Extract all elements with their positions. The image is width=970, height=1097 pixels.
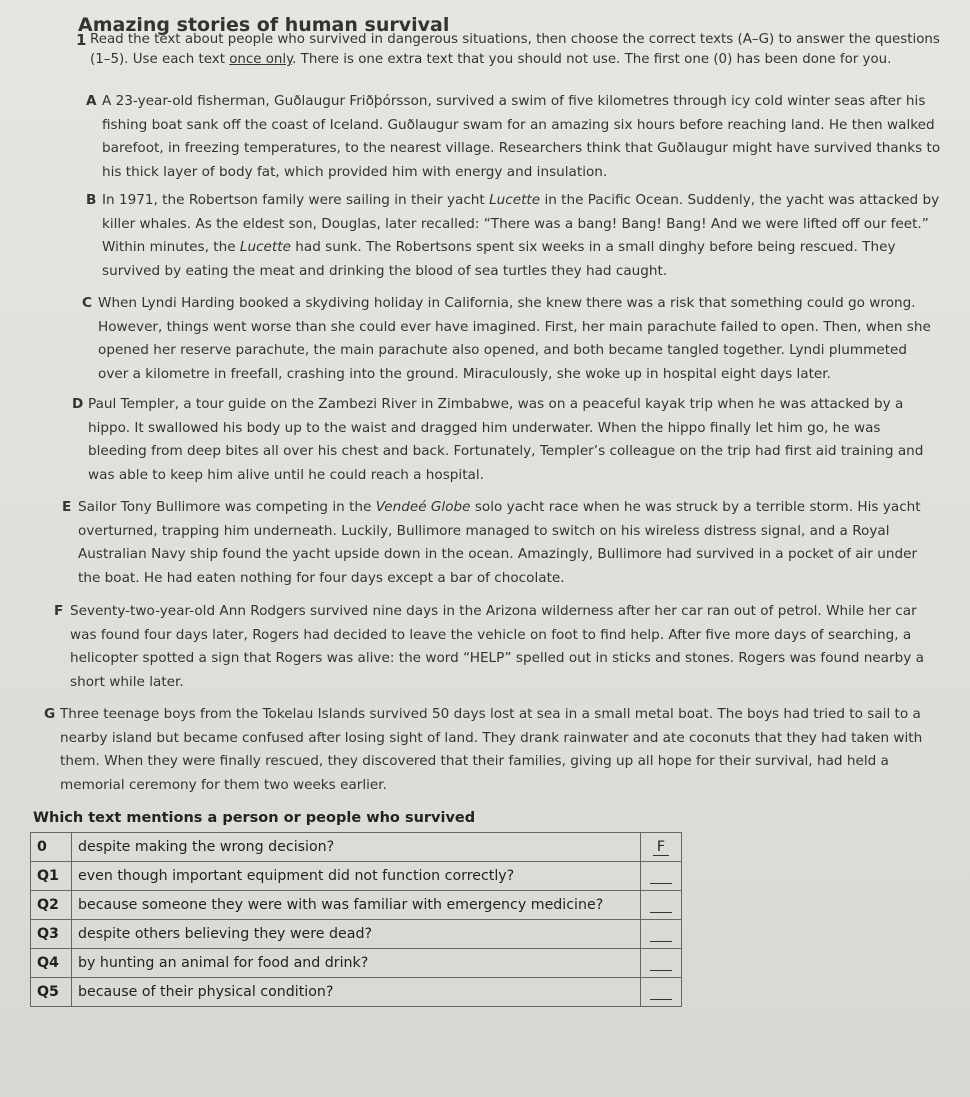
instructions: [76, 30, 945, 70]
text-e: [62, 496, 940, 590]
text-a: [86, 90, 942, 184]
question-text: because someone they were with was familiar with emergency medicine?: [72, 891, 641, 920]
question-row: [31, 920, 682, 949]
question-number: Q3: [31, 920, 72, 949]
text-f: [54, 600, 940, 694]
question-heading: Which text mentions a person or people who survived: [33, 810, 476, 826]
question-text: by hunting an animal for food and drink?: [72, 949, 641, 978]
text-body: When Lyndi Harding booked a skydiving holiday in California, she knew there was a risk that something could go wrong. However, things went worse than she could ever have imagined. First, her main parachute failed to open. Then, when she opened her reserve parachute, the main parachute also opened, and both became tangled together. Lyndi plummeted over a kilometre in freefall, crashing into the ground. Miraculously, she woke up in hospital eight days later.: [98, 295, 931, 382]
text-c: [82, 292, 940, 386]
text-g: [44, 703, 948, 797]
text-letter: B: [86, 192, 97, 208]
text-body: Paul Templer, a tour guide on the Zambezi River in Zimbabwe, was on a peaceful kayak trip when he was attacked by a hippo. It swallowed his body up to the waist and dragged him underwater. When the hippo finally let him go, he was bleeding from deep bites all over his chest and back. Fortunately, Templer’s colleague on the trip had first aid training and was able to keep him alive until he could reach a hospital.: [88, 396, 924, 483]
answer-blank[interactable]: [650, 927, 672, 942]
yacht-name: Lucette: [489, 192, 541, 208]
answer-cell: [641, 833, 682, 862]
instruction-text-post: . There is one extra text that you should not use. The first one (0) has been done for you.: [292, 52, 892, 67]
question-row: [31, 833, 682, 862]
questions-table: [30, 832, 682, 1007]
question-text: even though important equipment did not function correctly?: [72, 862, 641, 891]
text-body: in the Pacific Ocean. Suddenly, the yacht was attacked by killer whales. As the eldest son, Douglas, later recalled: “There was a bang! Bang! Bang! And we were lifted off our feet.” Within minutes, the: [102, 192, 940, 255]
answer-blank[interactable]: [650, 898, 672, 913]
text-letter: D: [72, 396, 84, 412]
question-row: [31, 949, 682, 978]
instruction-emphasis: once only: [229, 52, 293, 67]
answer-blank[interactable]: [650, 869, 672, 884]
text-letter: A: [86, 93, 97, 109]
text-body: solo yacht race when he was struck by a terrible storm. His yacht overturned, trapping him underneath. Luckily, Bullimore managed to switch on his wireless distress signal, and a Royal Australian Navy ship found the yacht upside down in the ocean. Amazingly, Bullimore had survived in a pocket of air under the boat. He had eaten nothing for four days except a bar of chocolate.: [78, 499, 921, 586]
answer-cell[interactable]: [641, 891, 682, 920]
answer-blank[interactable]: [650, 985, 672, 1000]
text-letter: E: [62, 499, 72, 515]
text-b: [86, 189, 942, 283]
question-number: Q2: [31, 891, 72, 920]
question-number: 0: [31, 833, 72, 862]
question-number: Q4: [31, 949, 72, 978]
yacht-name: Lucette: [239, 239, 291, 255]
answer-value: F: [653, 839, 669, 856]
race-name: Vendeé Globe: [375, 499, 471, 515]
question-number: Q1: [31, 862, 72, 891]
text-body: Three teenage boys from the Tokelau Islands survived 50 days lost at sea in a small metal boat. The boys had tried to sail to a nearby island but became confused after losing sight of land. They drank rainwater and ate coconuts that they had taken with them. When they were finally rescued, they discovered that their families, giving up all hope for their survival, had held a memorial ceremony for them two weeks earlier.: [60, 706, 923, 793]
answer-cell[interactable]: [641, 862, 682, 891]
question-text: despite making the wrong decision?: [72, 833, 641, 862]
question-number: Q5: [31, 978, 72, 1007]
text-body: had sunk. The Robertsons spent six weeks in a small dinghy before being rescued. They survived by eating the meat and drinking the blood of sea turtles they had caught.: [102, 239, 896, 279]
exercise-number: 1: [76, 31, 87, 49]
question-text: despite others believing they were dead?: [72, 920, 641, 949]
question-row: [31, 978, 682, 1007]
instruction-text-pre: Read the text about people who survived in dangerous situations, then choose the correct texts (A–G) to answer the questions (1–5). Use each text: [90, 32, 940, 67]
answer-blank[interactable]: [650, 956, 672, 971]
page-title: Amazing stories of human survival: [78, 14, 450, 36]
question-text: because of their physical condition?: [72, 978, 641, 1007]
text-body: Sailor Tony Bullimore was competing in the: [78, 499, 376, 515]
text-body: A 23-year-old fisherman, Guðlaugur Friðþórsson, survived a swim of five kilometres through icy cold winter seas after his fishing boat sank off the coast of Iceland. Guðlaugur swam for an amazing six hours before reaching land. He then walked barefoot, in freezing temperatures, to the nearest village. Researchers think that Guðlaugur might have survived thanks to his thick layer of body fat, which provided him with energy and insulation.: [102, 93, 941, 180]
question-row: [31, 862, 682, 891]
text-letter: G: [44, 706, 56, 722]
text-body: Seventy-two-year-old Ann Rodgers survived nine days in the Arizona wilderness after her car ran out of petrol. While her car was found four days later, Rogers had decided to leave the vehicle on foot to find help. After five more days of searching, a helicopter spotted a sign that Rogers was alive: the word “HELP” spelled out in sticks and stones. Rogers was found nearby a short while later.: [70, 603, 924, 690]
question-row: [31, 891, 682, 920]
text-d: [72, 393, 940, 487]
answer-cell[interactable]: [641, 978, 682, 1007]
text-body: In 1971, the Robertson family were sailing in their yacht: [102, 192, 490, 208]
text-letter: C: [82, 295, 92, 311]
answer-cell[interactable]: [641, 949, 682, 978]
text-letter: F: [54, 603, 64, 619]
answer-cell[interactable]: [641, 920, 682, 949]
